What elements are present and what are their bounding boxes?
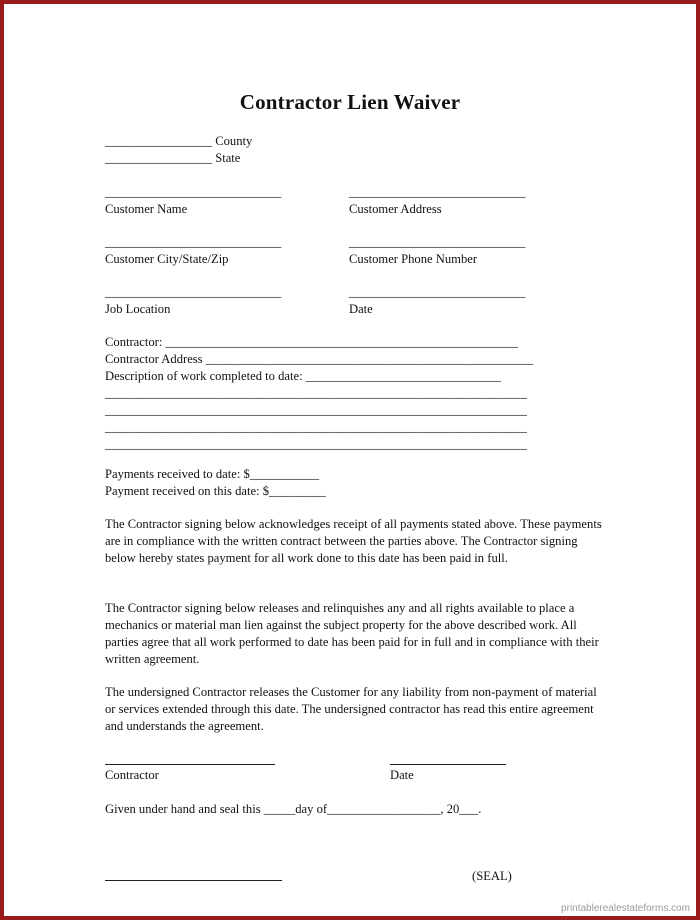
paragraph-text: The Contractor signing below acknowledges receipt of all payments stated above. These payments are in compliance with the written contract between the parties above. The Contractor signing below hereby states payment for all work done to this date has been paid in full.	[105, 517, 602, 565]
contractor-address-field[interactable]: Contractor Address ____________________________________________________	[105, 352, 534, 366]
paragraph-liability	[105, 684, 605, 735]
watermark-text: printablerealestateforms.com	[561, 903, 690, 914]
signature-date-line[interactable]	[390, 764, 506, 765]
work-description-field[interactable]: Description of work completed to date: _______________________________	[105, 369, 501, 383]
contractor-field[interactable]: Contractor: ________________________________________________________	[105, 335, 519, 349]
work-line-1[interactable]: ___________________________________________________________________	[105, 386, 527, 400]
payments-to-date-field[interactable]: Payments received to date: $___________	[105, 467, 320, 481]
signature-date-label: Date	[390, 768, 414, 782]
job-location-line[interactable]: ____________________________	[105, 285, 282, 299]
paragraph-text: The Contractor signing below releases and relinquishes any and all rights available to place a mechanics or material man lien against the subject property for the above described work. All parties agree that all work performed to date has been paid for in full and in compliance with their written agreement.	[105, 601, 599, 666]
contractor-signature-label: Contractor	[105, 768, 159, 782]
customer-phone-label: Customer Phone Number	[349, 252, 478, 266]
seal-label: (SEAL)	[472, 869, 512, 883]
given-under-hand-line[interactable]: Given under hand and seal this _____day of__________________, 20___.	[105, 802, 482, 816]
document-title: Contractor Lien Waiver	[239, 90, 461, 114]
customer-city-line[interactable]: ____________________________	[105, 235, 282, 249]
work-line-2[interactable]: ___________________________________________________________________	[105, 403, 527, 417]
paragraph-acknowledgement	[105, 516, 605, 567]
customer-address-label: Customer Address	[349, 202, 442, 216]
work-line-4[interactable]: ___________________________________________________________________	[105, 437, 527, 451]
payment-on-date-field[interactable]: Payment received on this date: $_________	[105, 484, 326, 498]
contractor-signature-line[interactable]	[105, 764, 275, 765]
customer-name-line[interactable]: ____________________________	[105, 185, 282, 199]
date-line[interactable]: ____________________________	[349, 285, 526, 299]
work-line-3[interactable]: ___________________________________________________________________	[105, 420, 527, 434]
date-label: Date	[349, 302, 373, 316]
customer-city-label: Customer City/State/Zip	[105, 252, 229, 266]
county-line[interactable]: _________________ County	[105, 134, 253, 148]
paragraph-release	[105, 600, 605, 668]
paragraph-text: The undersigned Contractor releases the Customer for any liability from non-payment of material or services extended through this date. The undersigned contractor has read this entire agreement and understands the agreement.	[105, 685, 597, 733]
job-location-label: Job Location	[105, 302, 171, 316]
seal-signature-line[interactable]	[105, 880, 282, 881]
customer-name-label: Customer Name	[105, 202, 188, 216]
state-line[interactable]: _________________ State	[105, 151, 241, 165]
customer-phone-line[interactable]: ____________________________	[349, 235, 526, 249]
customer-address-line[interactable]: ____________________________	[349, 185, 526, 199]
